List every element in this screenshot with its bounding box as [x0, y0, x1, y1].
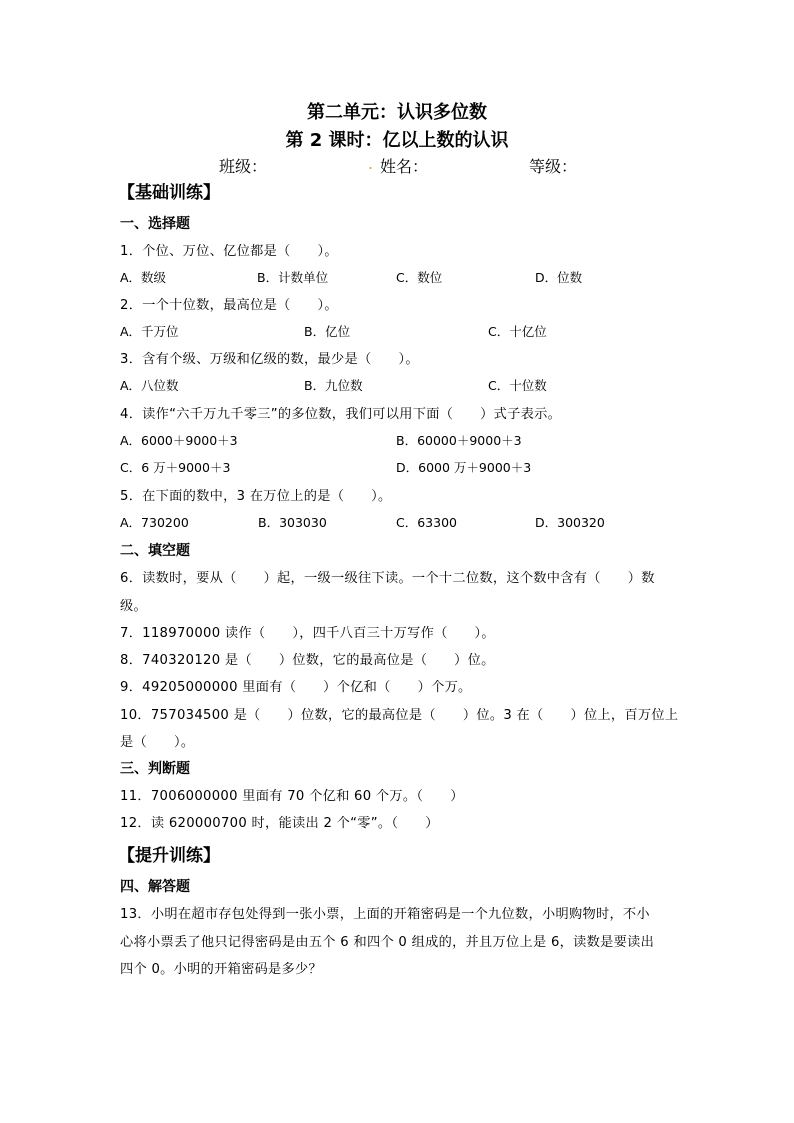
question-4: 4．读作“六千万九千零三”的多位数，我们可以用下面（ ）式子表示。 [120, 407, 562, 422]
q4-option-b: B．60000＋9000＋3 [396, 433, 522, 448]
q3-option-a: A．八位数 [120, 378, 179, 393]
section-choice: 一、选择题 [120, 216, 190, 232]
question-5: 5．在下面的数中，3 在万位上的是（ ）。 [120, 489, 392, 504]
basic-training-heading: 【基础训练】 [118, 183, 220, 203]
question-13-line-1: 13．小明在超市存包处得到一张小票，上面的开箱密码是一个九位数，小明购物时，不小 [120, 907, 650, 922]
lesson-title: 第 2 课时：亿以上数的认识 [285, 130, 509, 151]
q5-option-c: C．63300 [396, 515, 457, 530]
question-12: 12．读 620000700 时，能读出 2 个“零”。（ ） [120, 816, 439, 831]
question-1: 1．个位、万位、亿位都是（ ）。 [120, 244, 338, 259]
question-7: 7．118970000 读作（ ），四千八百三十万写作（ ）。 [120, 626, 495, 641]
section-problem-solving: 四、解答题 [120, 879, 190, 895]
q4-option-d: D．6000 万＋9000＋3 [396, 460, 532, 475]
section-true-false: 三、判断题 [120, 761, 190, 777]
question-11: 11．7006000000 里面有 70 个亿和 60 个万。（ ） [120, 789, 464, 804]
page-title: 第二单元：认识多位数 [307, 102, 487, 123]
question-10-line-1: 10．757034500 是（ ）位数，它的最高位是（ ）位。3 在（ ）位上，百万位上 [120, 708, 679, 723]
q5-option-a: A．730200 [120, 515, 189, 530]
question-3: 3．含有个级、万级和亿级的数，最少是（ ）。 [120, 352, 419, 367]
class-label: 班级： [219, 157, 268, 176]
question-6-line-2: 级。 [120, 599, 147, 614]
question-2: 2．一个十位数，最高位是（ ）。 [120, 298, 338, 313]
question-10-line-2: 是（ ）。 [120, 735, 195, 750]
q5-option-d: D．300320 [535, 515, 605, 530]
question-13-line-3: 四个 0。小明的开箱密码是多少？ [120, 962, 323, 977]
q1-option-a: A．数级 [120, 270, 167, 285]
name-label: 姓名： [380, 157, 429, 176]
separator-dot: . [368, 154, 374, 173]
q2-option-c: C．十亿位 [488, 324, 547, 339]
q1-option-c: C．数位 [396, 270, 443, 285]
q3-option-c: C．十位数 [488, 378, 547, 393]
grade-label: 等级： [529, 157, 578, 176]
advanced-training-heading: 【提升训练】 [118, 846, 220, 866]
q4-option-c: C．6 万＋9000＋3 [120, 460, 231, 475]
question-8: 8．740320120 是（ ）位数，它的最高位是（ ）位。 [120, 653, 495, 668]
q1-option-d: D．位数 [535, 270, 583, 285]
q4-option-a: A．6000＋9000＋3 [120, 433, 238, 448]
q3-option-b: B．九位数 [304, 378, 363, 393]
question-13-line-2: 心将小票丢了他只记得密码是由五个 6 和四个 0 组成的，并且万位上是 6，读数是要读出 [120, 935, 655, 950]
question-9: 9．49205000000 里面有（ ）个亿和（ ）个万。 [120, 680, 472, 695]
q1-option-b: B．计数单位 [257, 270, 329, 285]
question-6-line-1: 6．读数时，要从（ ）起，一级一级往下读。一个十二位数，这个数中含有（ ）数 [120, 571, 655, 586]
q2-option-b: B．亿位 [304, 324, 351, 339]
q2-option-a: A．千万位 [120, 324, 179, 339]
section-fill-blank: 二、填空题 [120, 543, 190, 559]
q5-option-b: B．303030 [258, 515, 327, 530]
